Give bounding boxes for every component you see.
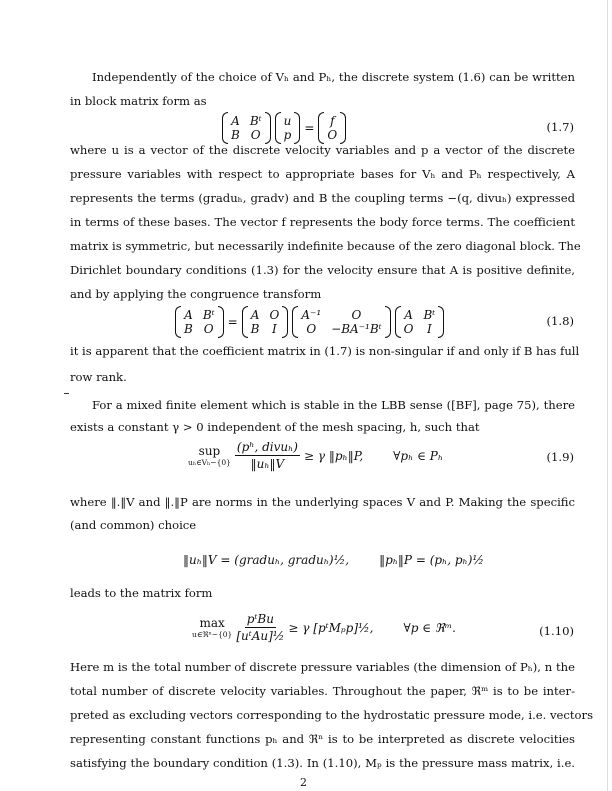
- matrix: A Bᵗ B O: [222, 112, 271, 144]
- equation-1-10: max u∈ℜⁿ−{0} $\frac{\text{pᵗBu}}{\text{[uᵗAu]½}}$ ≥ γ [pᵗMₚp]½, ∀p ∈ ℜᵐ.: [192, 612, 456, 643]
- vector: f O: [318, 112, 346, 144]
- vector: u p: [275, 112, 301, 144]
- text-line: in block matrix form as: [70, 94, 207, 108]
- text-line: satisfying the boundary condition (1.3). In (1.10), Mₚ is the pressure mass matrix, i.e.: [70, 756, 575, 770]
- text-line: (and common) choice: [70, 518, 197, 532]
- equation-1-7: A Bᵗ B O u p = f O: [222, 112, 346, 144]
- text-line: Independently of the choice of Vₕ and Pₕ, the discrete system (1.6) can be written: [92, 70, 575, 84]
- text-line: represents the terms (graduₕ, gradv) and B the coupling terms −(q, divuₕ) expressed: [70, 191, 575, 205]
- text-line: matrix is symmetric, but necessarily indefinite because of the zero diagonal block. The: [70, 239, 581, 253]
- margin-mark: [64, 393, 69, 394]
- equation-number: (1.7): [546, 120, 574, 134]
- text-line: in terms of these bases. The vector f represents the body force terms. The coefficient: [70, 215, 575, 229]
- equation-number: (1.8): [546, 314, 574, 328]
- text-line: total number of discrete velocity variables. Throughout the paper, ℜᵐ is to be inter-: [70, 684, 575, 698]
- text-line: pressure variables with respect to appropriate bases for Vₕ and Pₕ respectively, A: [70, 167, 575, 181]
- equation-1-8: A Bᵗ B O = A O B I A⁻¹ O O −BA⁻¹Bᵗ A Bᵗ O I: [175, 306, 444, 338]
- choice-equation: ‖uₕ‖V = (graduₕ, graduₕ)½, ‖pₕ‖P = (pₕ, pₕ)½: [183, 553, 485, 567]
- text-line: Here m is the total number of discrete pressure variables (the dimension of Pₕ), n the: [70, 660, 575, 674]
- text-line: exists a constant γ > 0 independent of the mesh spacing, h, such that: [70, 420, 480, 434]
- text-line: representing constant functions pₕ and ℜⁿ is to be interpreted as discrete velocities: [70, 732, 575, 746]
- text-line: row rank.: [70, 370, 127, 384]
- page-edge: [607, 0, 608, 791]
- text-line: leads to the matrix form: [70, 586, 213, 600]
- text-line: where u is a vector of the discrete velocity variables and p a vector of the discrete: [70, 143, 575, 157]
- text-line: where ‖.‖V and ‖.‖P are norms in the underlying spaces V and P. Making the specific: [70, 495, 575, 509]
- text-line: it is apparent that the coefficient matrix in (1.7) is non-singular if and only if B has full: [70, 344, 580, 358]
- page-number: 2: [300, 776, 307, 789]
- text-line: For a mixed finite element which is stable in the LBB sense ([BF], page 75), there: [92, 398, 575, 412]
- text-line: preted as excluding vectors corresponding to the hydrostatic pressure mode, i.e. vectors: [70, 708, 594, 722]
- equation-1-9: sup uₕ∈Vₕ−{0} $\frac{\text{(pʰ, divuₕ)}}{\text{‖uₕ‖V}}$ ≥ γ ‖pₕ‖P, ∀pₕ ∈ Pₕ: [188, 440, 444, 471]
- equation-number: (1.10): [539, 624, 574, 638]
- equation-number: (1.9): [546, 450, 574, 464]
- text-line: and by applying the congruence transform: [70, 287, 322, 301]
- text-line: Dirichlet boundary conditions (1.3) for the velocity ensure that A is positive definite,: [70, 263, 575, 277]
